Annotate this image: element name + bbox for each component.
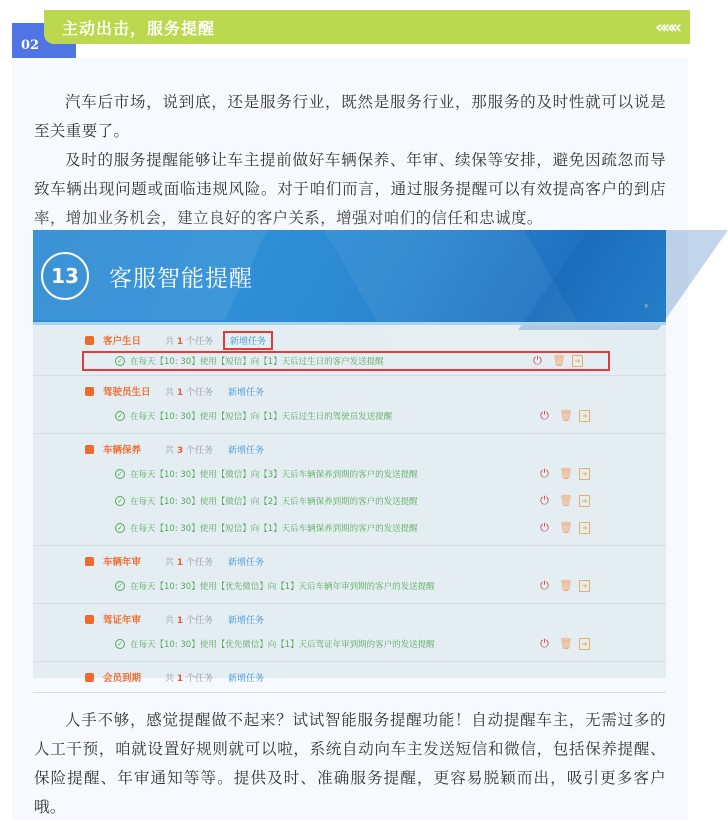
task-count: 共 1 个任务: [165, 673, 214, 684]
add-task-link[interactable]: 新增任务: [228, 387, 265, 398]
task-description: 在每天【10: 30】使用【短信】向【1】天后车辆保养到期的客户的发送提醒: [130, 523, 418, 534]
edit-export-icon[interactable]: ➜: [579, 580, 590, 592]
task-count: 共 1 个任务: [165, 387, 214, 398]
banner-title: 客服智能提醒: [109, 266, 253, 292]
delete-icon[interactable]: 🗑: [559, 578, 573, 592]
section-title-bar: [44, 10, 690, 44]
group-name: 会员到期: [103, 673, 142, 684]
group-name: 驾证年审: [103, 615, 142, 626]
cube-icon: [85, 387, 94, 396]
power-toggle-icon[interactable]: ⏻: [540, 578, 549, 592]
task-row: [33, 572, 666, 599]
task-count: 共 1 个任务: [165, 615, 214, 626]
cube-icon: [85, 557, 94, 566]
content-panel: [12, 58, 688, 820]
add-task-link[interactable]: 新增任务: [228, 557, 265, 568]
add-task-link[interactable]: 新增任务: [228, 673, 265, 684]
delete-icon[interactable]: 🗑: [559, 636, 573, 650]
group-header: [33, 434, 666, 460]
section-header: [12, 10, 690, 52]
section-title: 主动出击，服务提醒: [62, 18, 216, 38]
edit-export-icon[interactable]: ➜: [579, 410, 590, 422]
group-header: [33, 325, 666, 351]
power-toggle-icon[interactable]: ⏻: [540, 636, 549, 650]
step-number-badge: 13: [41, 252, 89, 300]
edit-export-icon[interactable]: ➜: [579, 522, 590, 534]
group-name: 车辆年审: [103, 557, 142, 568]
add-task-link[interactable]: 新增任务: [223, 331, 273, 350]
check-circle-icon: ✓: [115, 411, 125, 421]
delete-icon[interactable]: 🗑: [559, 466, 573, 480]
check-circle-icon: ✓: [115, 356, 125, 366]
group-header: [33, 604, 666, 630]
reminder-group: [33, 662, 666, 693]
task-description: 在每天【10: 30】使用【短信】向【1】天后过生日的客户发送提醒: [130, 357, 384, 367]
cube-icon: [85, 445, 94, 454]
edit-export-icon[interactable]: ➜: [579, 495, 590, 507]
group-name: 客户生日: [103, 336, 142, 347]
cube-icon: [85, 615, 94, 624]
task-row: [33, 460, 666, 487]
delete-icon[interactable]: 🗑: [559, 408, 573, 422]
task-description: 在每天【10: 30】使用【短信】向【1】天后过生日的驾驶员发送提醒: [130, 411, 393, 422]
task-count: 共 1 个任务: [165, 557, 214, 568]
reminder-group: [33, 546, 666, 604]
paragraph-intro: 汽车后市场，说到底，还是服务行业，既然是服务行业，那服务的及时性就可以说是至关重要了。: [34, 93, 666, 140]
power-toggle-icon[interactable]: ⏻: [540, 520, 549, 534]
check-circle-icon: ✓: [115, 523, 125, 533]
power-toggle-icon[interactable]: ⏻: [540, 466, 549, 480]
collapse-toggle-icon[interactable]: ▾: [644, 302, 649, 312]
task-row: [33, 630, 666, 657]
task-description: 在每天【10: 30】使用【微信】向【2】天后车辆保养到期的客户的发送提醒: [130, 496, 418, 507]
check-circle-icon: ✓: [115, 496, 125, 506]
task-description: 在每天【10: 30】使用【微信】向【3】天后车辆保养到期的客户的发送提醒: [130, 469, 418, 480]
edit-export-icon[interactable]: ➜: [579, 468, 590, 480]
task-row: [82, 351, 610, 371]
edit-export-icon[interactable]: ➜: [572, 355, 583, 367]
group-header: [33, 376, 666, 402]
power-toggle-icon[interactable]: ⏻: [533, 354, 542, 367]
task-description: 在每天【10: 30】使用【优先微信】向【1】天后驾证年审到期的客户的发送提醒: [130, 639, 435, 650]
task-count: 共 1 个任务: [165, 336, 214, 347]
task-row: [33, 514, 666, 541]
delete-icon[interactable]: 🗑: [552, 354, 566, 367]
delete-icon[interactable]: 🗑: [559, 520, 573, 534]
add-task-link[interactable]: 新增任务: [228, 445, 265, 456]
paragraph-benefits: 及时的服务提醒能够让车主提前做好车辆保养、年审、续保等安排，避免因疏忽而导致车辆出现问题或面临违规风险。对于咱们而言，通过服务提醒可以有效提高客户的到店率，增加业务机会，建立良好的客户关系，增强对咱们的信任和忠诚度。: [34, 151, 666, 227]
group-header: [33, 546, 666, 572]
cube-icon: [85, 673, 94, 682]
chevron-left-icon: «««: [655, 16, 678, 38]
group-header: [33, 662, 666, 688]
embedded-screenshot: [33, 230, 666, 684]
reminder-group-list: [33, 322, 666, 693]
group-name: 车辆保养: [103, 445, 142, 456]
task-description: 在每天【10: 30】使用【优先微信】向【1】天后车辆年审到期的客户的发送提醒: [130, 581, 435, 592]
screenshot-banner: [33, 230, 666, 322]
group-name: 驾驶员生日: [103, 387, 151, 398]
add-task-link[interactable]: 新增任务: [228, 615, 265, 626]
check-circle-icon: ✓: [115, 469, 125, 479]
task-row: [33, 402, 666, 429]
task-count: 共 3 个任务: [165, 445, 214, 456]
power-toggle-icon[interactable]: ⏻: [540, 493, 549, 507]
edit-export-icon[interactable]: ➜: [579, 638, 590, 650]
paragraph-cta: 人手不够，感觉提醒做不起来？试试智能服务提醒功能！自动提醒车主，无需过多的人工干预，咱就设置好规则就可以啦，系统自动向车主发送短信和微信，包括保养提醒、保险提醒、年审通知等等。提供及时、准确服务提醒，更容易脱颖而出，吸引更多客户哦。: [34, 711, 666, 816]
reminder-group: [33, 325, 666, 376]
check-circle-icon: ✓: [115, 639, 125, 649]
reminder-group: [33, 434, 666, 546]
cube-icon: [85, 336, 94, 345]
reminder-group: [33, 604, 666, 662]
reminder-group: [33, 376, 666, 434]
task-row: [33, 487, 666, 514]
check-circle-icon: ✓: [115, 581, 125, 591]
power-toggle-icon[interactable]: ⏻: [540, 408, 549, 422]
section-number-badge: 02: [12, 23, 76, 63]
delete-icon[interactable]: 🗑: [559, 493, 573, 507]
